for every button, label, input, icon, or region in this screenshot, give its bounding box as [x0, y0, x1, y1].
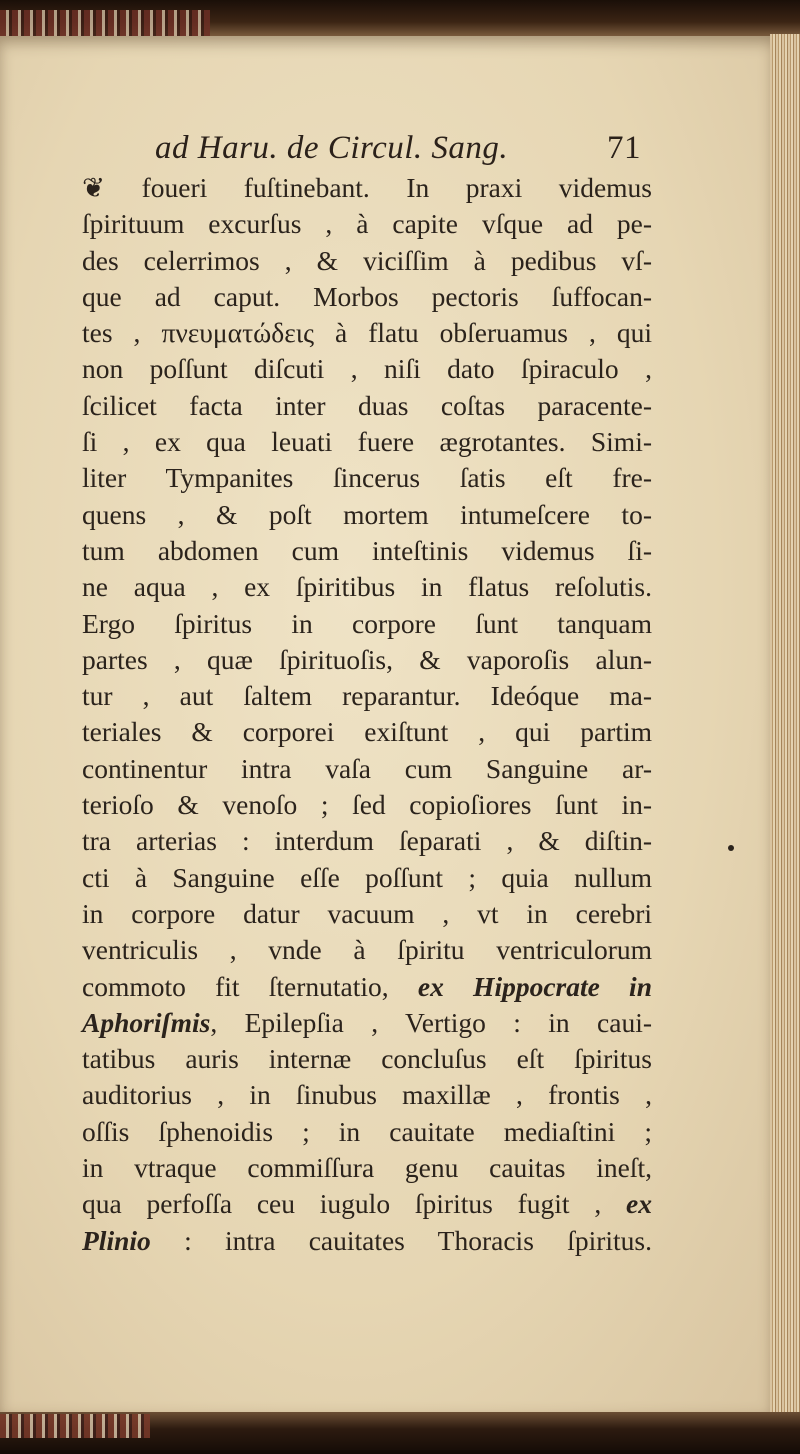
text-line [82, 860, 652, 896]
binding-thread-bottom [0, 1414, 150, 1438]
line-text: tum abdomen cum inteſtinis videmus ſi- [82, 534, 652, 566]
text-line [82, 642, 652, 678]
line-text: cti à Sanguine eſſe poſſunt ; quia nullum [82, 861, 652, 893]
text-line [82, 751, 652, 787]
text-line [82, 569, 652, 605]
text-line [82, 460, 652, 496]
text-line [82, 351, 652, 387]
line-text: tra arterias : interdum ſeparati , & diſtin- [82, 825, 652, 857]
line-text: : intra cauitates Thoracis ſpiritus. [150, 1224, 652, 1256]
text-line [82, 896, 652, 932]
line-text: in corpore datur vacuum , vt in cerebri [82, 897, 652, 929]
text-line [82, 315, 652, 351]
margin-mark [728, 845, 734, 851]
line-text: que ad caput. Morbos pectoris ſuffocan- [82, 280, 652, 312]
text-line [82, 823, 652, 859]
text-line [82, 497, 652, 533]
italic-citation: Plinio [82, 1224, 151, 1256]
line-text: commoto fit ſternutatio, [82, 970, 389, 1002]
text-line [82, 678, 652, 714]
line-text: ne aqua , ex ſpiritibus in flatus reſolutis. [82, 571, 652, 603]
line-text: ❦ foueri fuſtinebant. In praxi videmus [82, 172, 652, 203]
text-line [82, 969, 652, 1005]
line-text: non poſſunt diſcuti , niſi dato ſpiraculo , [82, 353, 652, 385]
line-text: oſſis ſphenoidis ; in cauitate mediaſtini ; [82, 1115, 652, 1147]
line-text: qua perfoſſa ceu iugulo ſpiritus fugit , [82, 1188, 602, 1220]
line-text: teriales & corporei exiſtunt , qui partim [82, 716, 652, 748]
text-line [82, 533, 652, 569]
line-text: ſpirituum excurſus , à capite vſque ad pe- [82, 208, 652, 240]
line-text: auditorius , in ſinubus maxillæ , frontis , [82, 1079, 652, 1111]
text-line [82, 714, 652, 750]
text-line [82, 787, 652, 823]
text-line [82, 606, 652, 642]
text-line [82, 170, 652, 206]
line-text: quens , & poſt mortem intumeſcere to- [82, 498, 652, 530]
text-line [82, 279, 652, 315]
line-text: tur , aut ſaltem reparantur. Ideóque ma- [82, 680, 652, 712]
text-line [82, 1077, 652, 1113]
line-text: terioſo & venoſo ; ſed copioſiores ſunt in- [82, 789, 652, 821]
line-text: , Epilepſia , Vertigo : in caui- [210, 1006, 652, 1038]
body-text [82, 170, 652, 1259]
running-title: ad Haru. de Circul. Sang. [155, 130, 509, 166]
line-text: Ergo ſpiritus in corpore ſunt tanquam [82, 607, 652, 639]
italic-citation: Aphoriſmis [82, 1006, 211, 1038]
text-line [82, 1041, 652, 1077]
line-text: liter Tympanites ſincerus ſatis eſt fre- [82, 462, 652, 494]
text-line [82, 424, 652, 460]
book-top-edge [0, 0, 800, 40]
line-text: des celerrimos , & viciſſim à pedibus vſ- [82, 244, 652, 276]
book-bottom-edge [0, 1412, 800, 1454]
text-line [82, 206, 652, 242]
italic-citation: ex Hippocrate in [417, 970, 652, 1002]
text-line [82, 243, 652, 279]
line-text: tes , πνευματώδεις à flatu obſeruamus , qui [82, 317, 652, 349]
text-line [82, 932, 652, 968]
line-text: partes , quæ ſpirituoſis, & vaporoſis alun- [82, 643, 652, 675]
text-line [82, 1150, 652, 1186]
line-text: in vtraque commiſſura genu cauitas ineſt, [82, 1152, 652, 1184]
page-fore-edge [770, 34, 800, 1418]
page-number: 71 [607, 130, 641, 166]
text-line [82, 1005, 652, 1041]
italic-citation: ex [626, 1188, 653, 1220]
line-text: continentur intra vaſa cum Sanguine ar- [82, 752, 652, 784]
binding-thread-top [0, 10, 210, 36]
text-line [82, 1114, 652, 1150]
line-text: ſcilicet facta inter duas coſtas paracente- [82, 389, 652, 421]
text-line [82, 1186, 652, 1222]
line-text: ventriculis , vnde à ſpiritu ventriculorum [82, 934, 652, 966]
line-text: ſi , ex qua leuati fuere ægrotantes. Simi- [82, 426, 652, 458]
text-line [82, 1223, 652, 1259]
text-line [82, 388, 652, 424]
line-text: tatibus auris internæ concluſus eſt ſpiritus [82, 1043, 652, 1075]
